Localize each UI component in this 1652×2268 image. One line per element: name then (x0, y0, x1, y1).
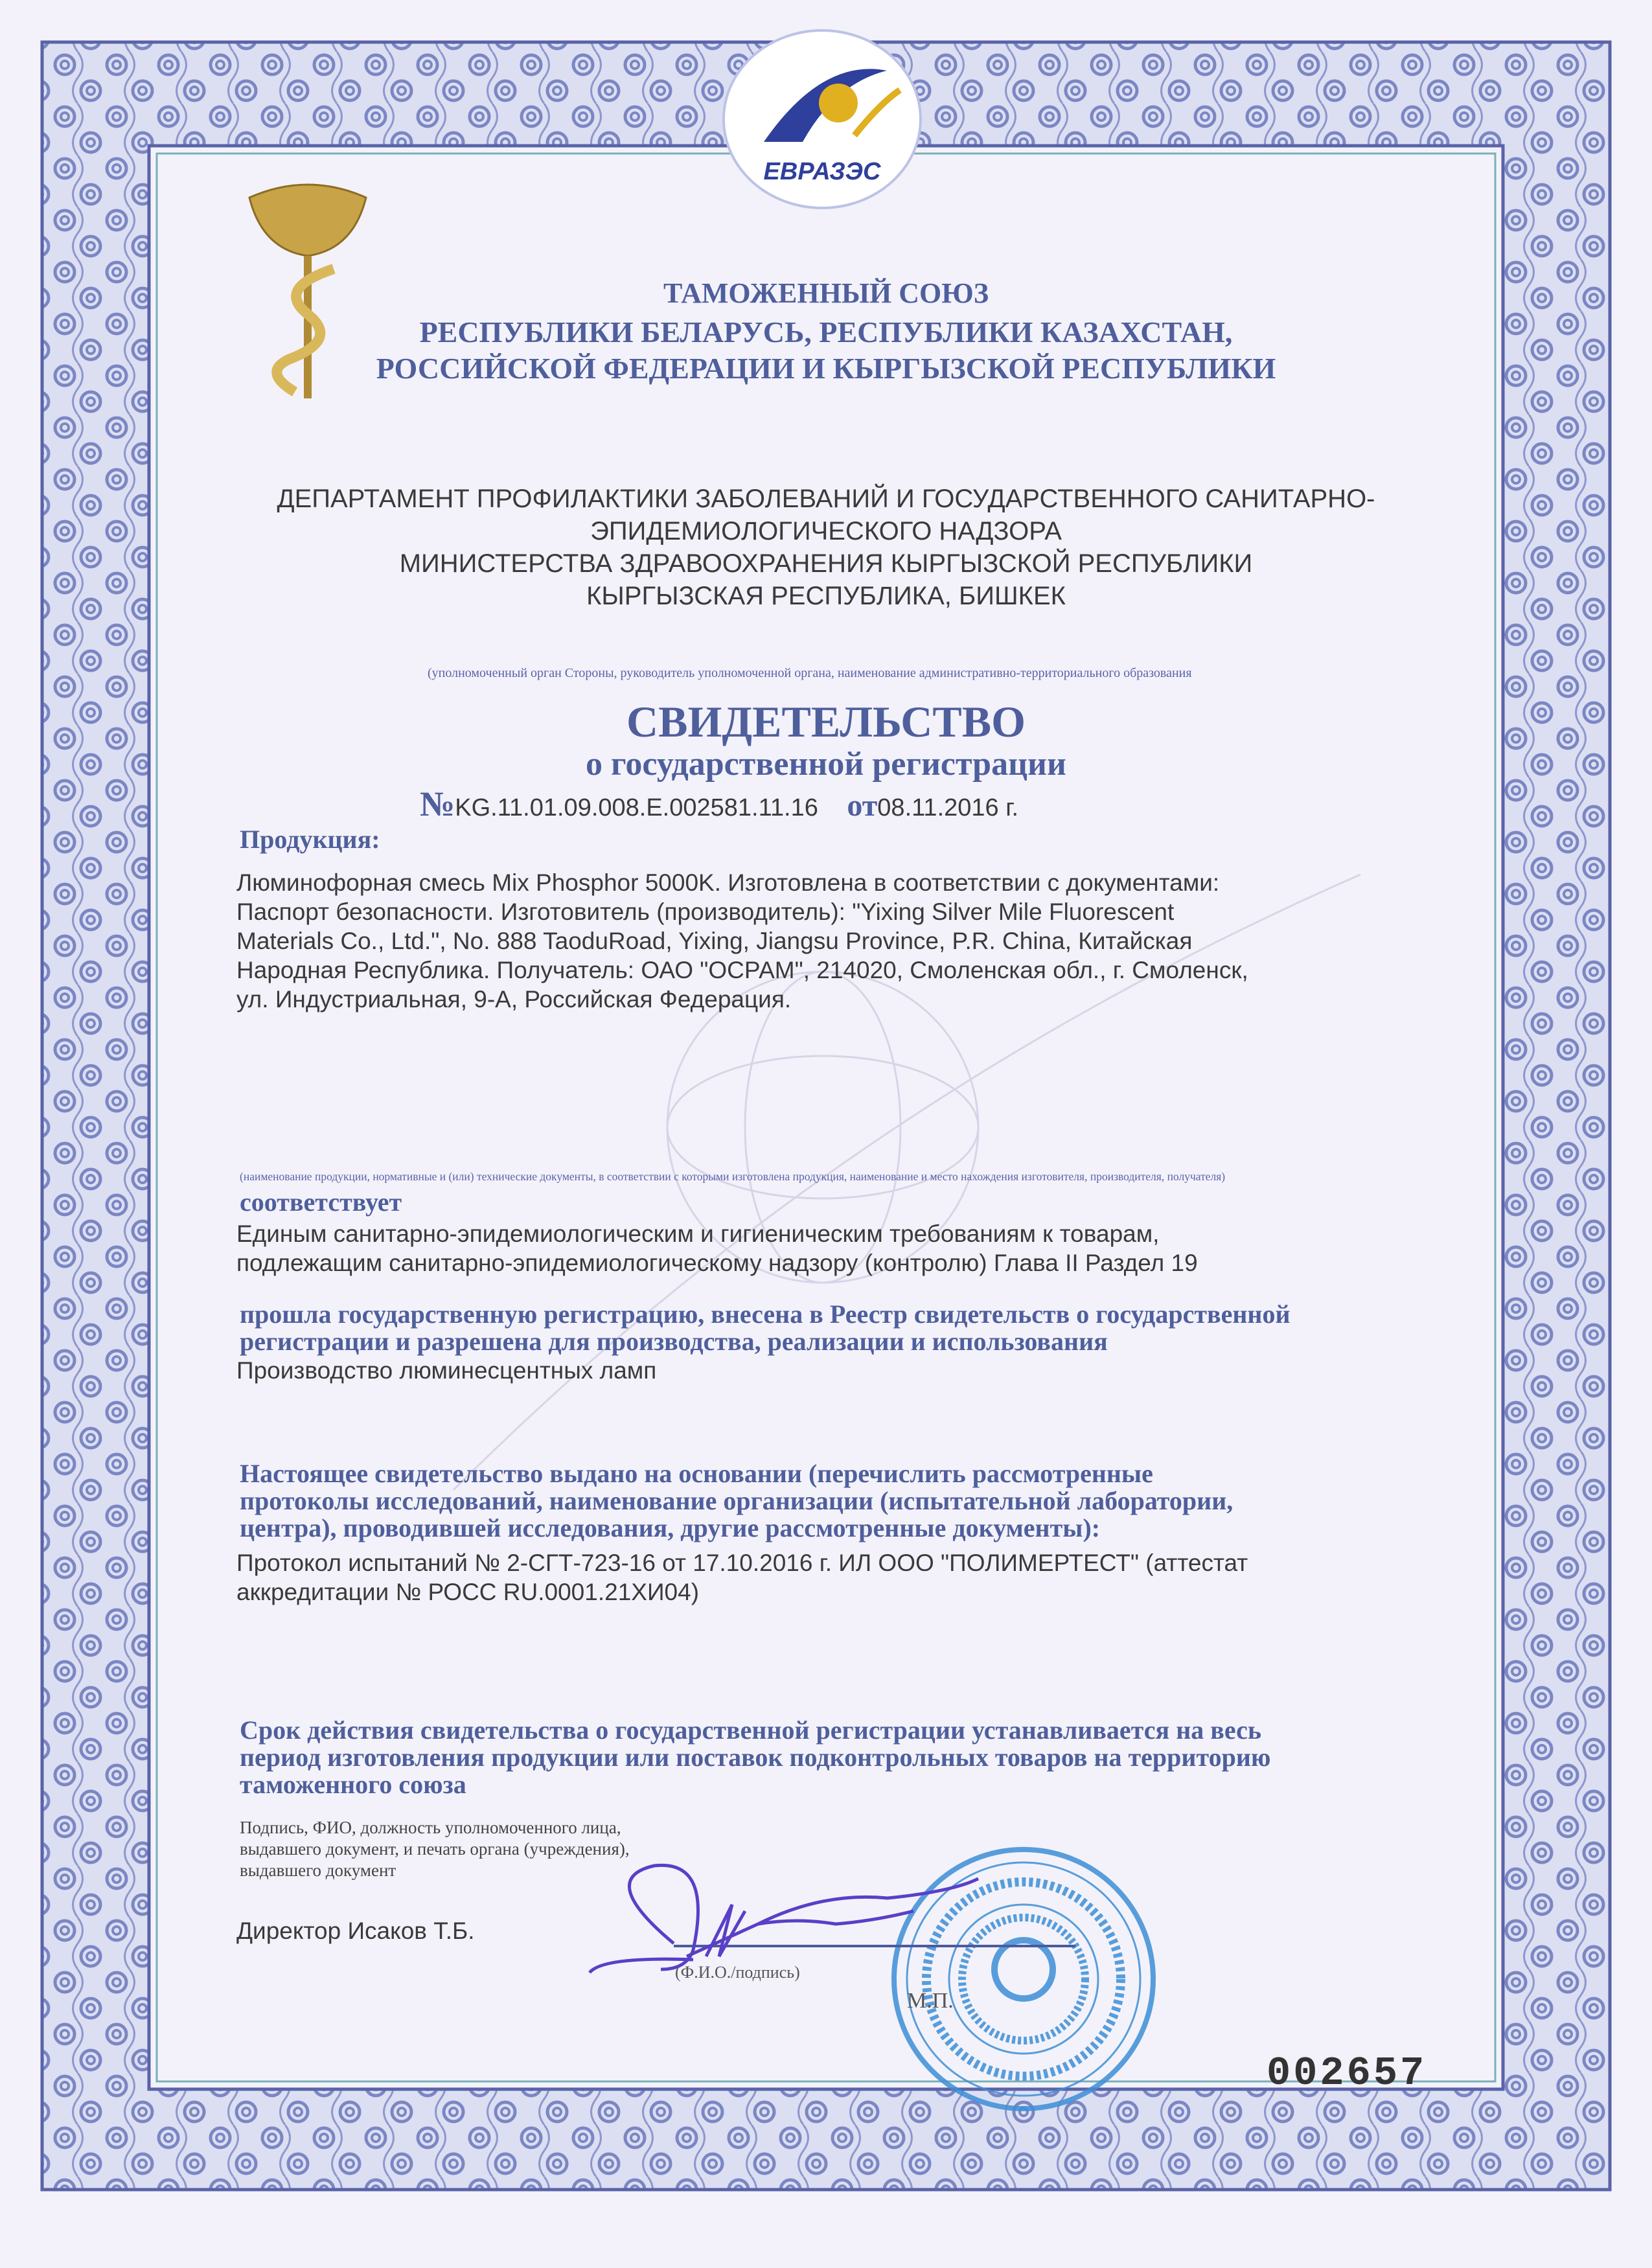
registration-heading (240, 1301, 1471, 1355)
text-line: центра), проводившей исследования, другие рассмотренные документы): (240, 1513, 1101, 1542)
product-caption: (наименование продукции, нормативные и (или) технические документы, в соответствии с которыми изготовлена продукция, наименование и место нахождения изготовителя, производителя, получателя) (240, 1170, 1226, 1183)
text-line: протоколы исследований, наименование организации (испытательной лаборатории, (240, 1486, 1233, 1515)
text-line: период изготовления продукции или поставок подконтрольных товаров на территорию (240, 1743, 1271, 1772)
evrazes-logo (722, 29, 922, 209)
text-line: выдавшего документ (240, 1861, 396, 1880)
certificate-number-line (420, 784, 1018, 824)
text-line: Materials Co., Ltd.", No. 888 TaoduRoad, Yixing, Jiangsu Province, P.R. China, Китайская (236, 928, 1193, 954)
registration-value: Производство люминесцентных ламп (236, 1357, 657, 1384)
text-line: Паспорт безопасности. Изготовитель (производитель): "Yixing Silver Mile Fluorescent (236, 899, 1175, 925)
header-line: ТАМОЖЕННЫЙ СОЮЗ (663, 277, 989, 309)
basis-text (236, 1548, 1467, 1607)
number-prefix: № (420, 785, 455, 823)
certificate-subtitle: о государственной регистрации (586, 746, 1066, 783)
seal-label: М.П. (907, 1989, 954, 2013)
authority-line: МИНИСТЕРСТВА ЗДРАВООХРАНЕНИЯ КЫРГЫЗСКОЙ РЕСПУБЛИКИ (399, 549, 1253, 578)
text-line: выдавшего документ, и печать органа (учреждения), (240, 1839, 630, 1859)
validity-text (240, 1717, 1471, 1798)
product-description (236, 868, 1467, 1014)
compliance-heading: соответствует (240, 1187, 402, 1217)
header-line: РОССИЙСКОЙ ФЕДЕРАЦИИ И КЫРГЫЗСКОЙ РЕСПУБЛИКИ (376, 352, 1276, 385)
header-line: РЕСПУБЛИКИ БЕЛАРУСЬ, РЕСПУБЛИКИ КАЗАХСТАН, (419, 315, 1233, 349)
text-line: Протокол испытаний № 2-СГТ-723-16 от 17.10.2016 г. ИЛ ООО "ПОЛИМЕРТЕСТ" (аттестат (236, 1550, 1248, 1576)
text-line: подлежащим санитарно-эпидемиологическому надзору (контролю) Глава II Раздел 19 (236, 1250, 1198, 1276)
authority-line: ЭПИДЕМИОЛОГИЧЕСКОГО НАДЗОРА (590, 517, 1062, 545)
authority-caption: (уполномоченный орган Стороны, руководитель уполномоченной органа, наименование административно-территориального образования (428, 666, 1192, 680)
signer-name: Директор Исаков Т.Б. (236, 1918, 475, 1944)
text-line: регистрации и разрешена для производства, реализации и использования (240, 1327, 1108, 1356)
signature-line-caption: (Ф.И.О./подпись) (675, 1963, 800, 1982)
product-heading: Продукция: (240, 825, 380, 854)
text-line: Срок действия свидетельства о государственной регистрации устанавливается на весь (240, 1715, 1261, 1745)
text-line: таможенного союза (240, 1770, 466, 1799)
certificate-title: СВИДЕТЕЛЬСТВО (626, 697, 1026, 746)
text-line: аккредитации № РОСС RU.0001.21ХИ04) (236, 1579, 700, 1605)
authority-line: ДЕПАРТАМЕНТ ПРОФИЛАКТИКИ ЗАБОЛЕВАНИЙ И ГОСУДАРСТВЕННОГО САНИТАРНО- (277, 485, 1375, 513)
customs-union-header (155, 275, 1497, 387)
text-line: ул. Индустриальная, 9-А, Российская Федерация. (236, 986, 792, 1013)
logo-text: ЕВРАЗЭС (763, 158, 881, 185)
text-line: Люминофорная смесь Mix Phosphor 5000K. Изготовлена в соответствии с документами: (236, 869, 1220, 896)
authority-line: КЫРГЫЗСКАЯ РЕСПУБЛИКА, БИШКЕК (586, 582, 1066, 610)
compliance-text (236, 1219, 1467, 1277)
text-line: прошла государственную регистрацию, внесена в Реестр свидетельств о государственной (240, 1300, 1291, 1329)
text-line: Настоящее свидетельство выдано на основании (перечислить рассмотренные (240, 1459, 1153, 1488)
certificate-number: KG.11.01.09.008.E.002581.11.16 (455, 794, 818, 821)
logo-emblem-icon (725, 45, 919, 161)
text-line: Народная Республика. Получатель: ОАО "ОСРАМ", 214020, Смоленская обл., г. Смоленск, (236, 957, 1248, 983)
text-line: Подпись, ФИО, должность уполномоченного лица, (240, 1818, 621, 1837)
authority-block (155, 483, 1497, 612)
serial-number: 002657 (1267, 2050, 1427, 2096)
certificate-date: 08.11.2016 г. (877, 794, 1018, 821)
date-prefix: от (847, 788, 878, 823)
basis-heading (240, 1460, 1471, 1542)
handwritten-signature (564, 1853, 1082, 1982)
text-line: Единым санитарно-эпидемиологическим и гигиеническим требованиям к товарам, (236, 1220, 1160, 1247)
